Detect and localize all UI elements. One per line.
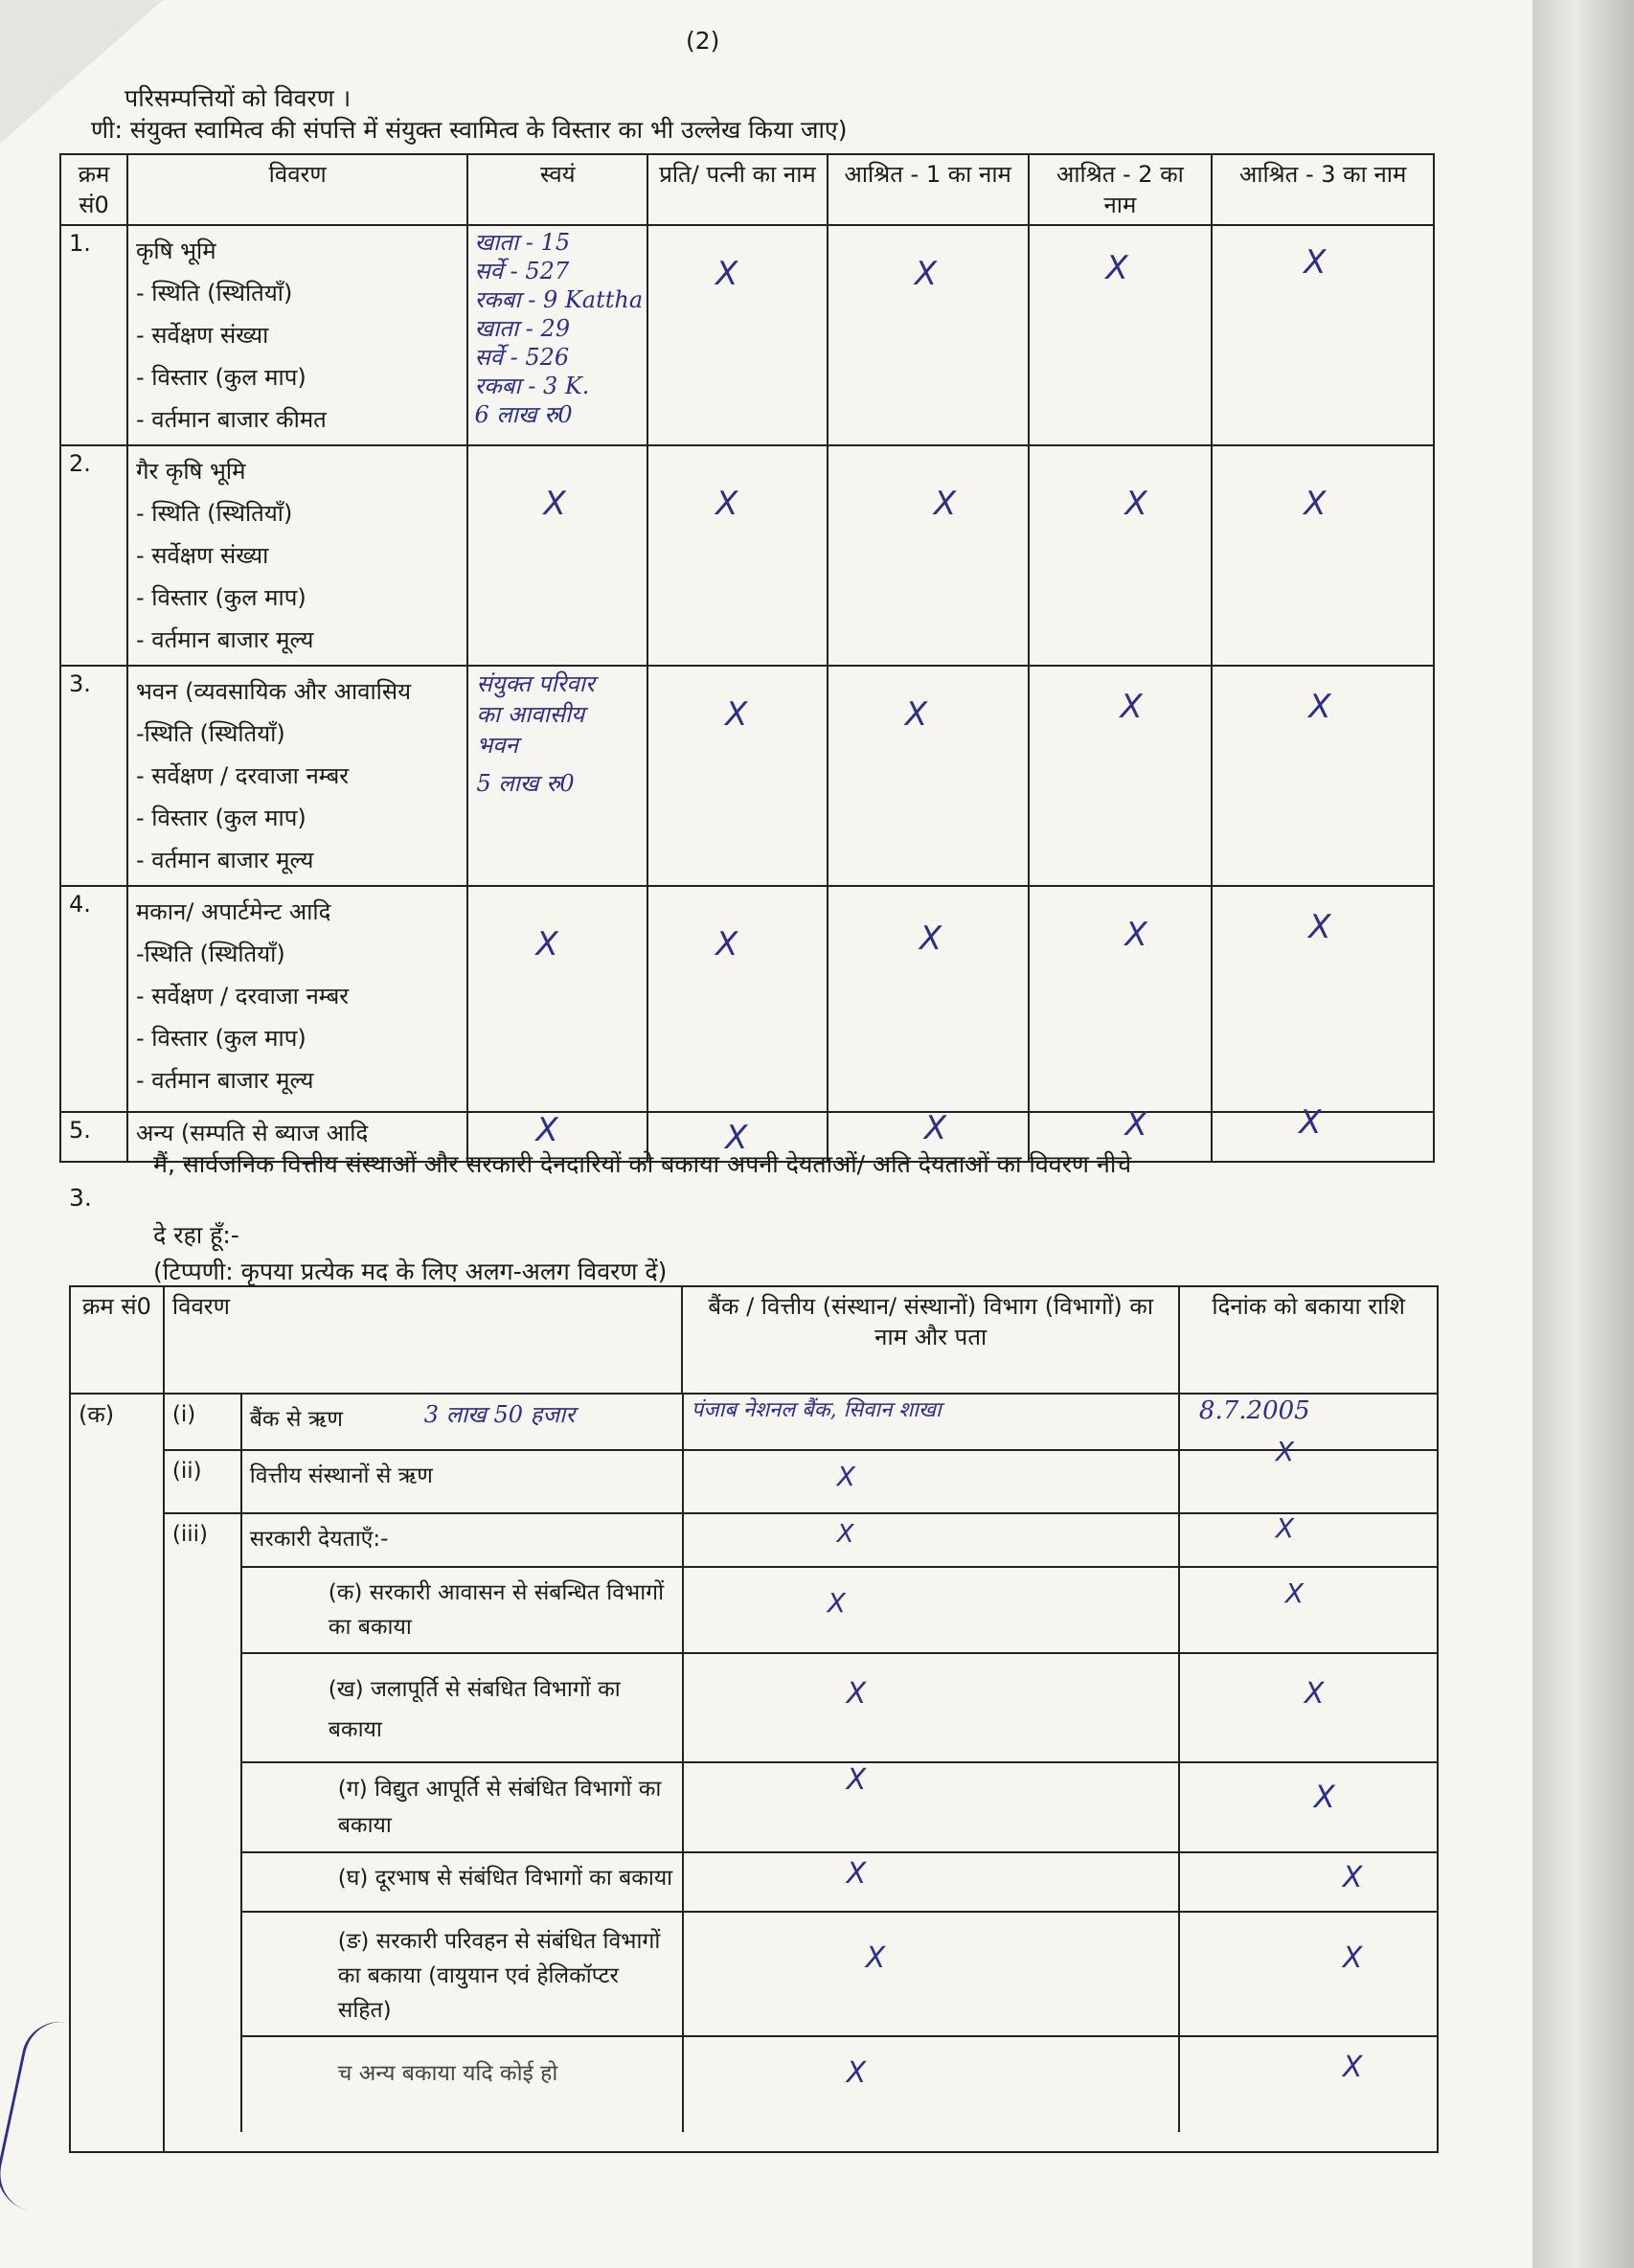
cross-mark: X [827,1587,846,1619]
group-label: (क) [70,1394,164,2152]
section-title: परिसम्पत्तियों को विवरण । [125,84,352,112]
col-serial: क्रम सं0 [60,154,127,225]
table-row [165,1852,1437,1912]
cross-mark: X [1105,249,1128,287]
cross-mark: X [865,1941,886,1975]
liabilities-rows [165,1395,1437,2132]
row-date [1179,1852,1437,1912]
cross-mark: X [1304,485,1327,523]
row-label: च अन्य बकाया यदि कोई हो [241,2036,683,2132]
cross-mark: X [725,695,748,734]
row-date [1179,1653,1437,1762]
cross-mark: X [1299,1103,1322,1142]
assets-table [59,153,1435,1163]
cross-mark: X [1124,1105,1147,1144]
cross-mark: X [715,255,738,293]
row-bank [683,1450,1179,1513]
row-number: 1. [60,225,127,445]
cross-mark: X [923,1109,947,1147]
row-label: (ख) जलापूर्ति से संबधित विभागों का बकाया [241,1653,683,1762]
row-bank [683,1513,1179,1567]
row-label: (क) सरकारी आवासन से संबन्धित विभागों का बकाया [241,1567,683,1653]
cross-mark: X [919,919,942,958]
assets-header-row [60,154,1434,225]
dependent-2-cell [1029,225,1213,445]
cross-mark: X [1308,688,1331,726]
row-date [1179,1762,1437,1852]
cross-mark: X [846,1763,867,1797]
spouse-cell [647,666,828,886]
spouse-cell [647,445,828,666]
dependent-1-cell [828,886,1029,1112]
col-bank: बैंक / वित्तीय (संस्थान/ संस्थानों) विभाग (विभागों) का नाम और पता [682,1286,1179,1394]
cross-mark: X [1308,908,1331,946]
cross-mark: X [725,1119,748,1157]
cross-mark: X [543,485,566,523]
row-label: वित्तीय संस्थानों से ऋण [241,1450,683,1513]
row-sub-number: (iii) [165,1513,241,2132]
row-description: अन्य (सम्पति से ब्याज आदि [127,1112,467,1162]
table-row [165,1567,1437,1653]
dependent-2-cell [1029,886,1213,1112]
table-row [165,2036,1437,2132]
section-3-line-1: मैं, सार्वजनिक वित्तीय संस्थाओं और सरकारी देनदारियों को बकाया अपनी देयताओं/ अति देयताओं का विवरण नीचे [153,1150,1132,1178]
self-value-cell [467,886,647,1112]
dependent-1-cell [828,225,1029,445]
spouse-cell [647,225,828,445]
table-row [165,1513,1437,1567]
joint-ownership-note: णी: संयुक्त स्वामित्व की संपत्ति में संयुक्त स्वामित्व के विस्तार का भी उल्लेख किया जाए) [91,116,848,144]
handwritten-building-details: संयुक्त परिवार का आवासीय भवन 5 लाख रु0 [476,670,595,797]
table-row [60,666,1434,886]
liabilities-body [70,1394,1438,2152]
dependent-3-cell [1212,225,1434,445]
dependent-3-cell [1212,886,1434,1112]
table-row [60,445,1434,666]
self-value-cell [467,666,647,886]
cross-mark: X [1342,1861,1363,1894]
col-spouse: प्रति/ पत्नी का नाम [647,154,828,225]
self-value-cell [467,445,647,666]
section-3-note: (टिप्पणी: कृपया प्रत्येक मद के लिए अलग-अलग विवरण दें) [153,1258,668,1285]
cross-mark: X [1124,916,1147,954]
row-bank [683,1852,1179,1912]
row-date [1179,2036,1437,2132]
table-row [60,225,1434,445]
row-number: 2. [60,445,127,666]
table-row [165,1395,1437,1450]
row-date [1179,1436,1437,1513]
liabilities-header-row [70,1286,1438,1394]
dependent-1-cell [828,666,1029,886]
row-date [1179,1912,1437,2036]
row-bank [683,1762,1179,1852]
row-bank [683,2036,1179,2132]
col-description: विवरण [127,154,467,225]
self-value-cell [467,225,647,445]
page-number: (2) [686,27,720,55]
col-self: स्वयं [467,154,647,225]
col-dependent-2: आश्रित - 2 का नाम [1029,154,1213,225]
cross-mark: X [914,255,938,293]
cross-mark: X [846,2056,867,2090]
col-outstanding: दिनांक को बकाया राशि [1179,1286,1438,1394]
cross-mark: X [1120,688,1143,726]
table-row [165,1762,1437,1852]
row-bank [683,1653,1179,1762]
cross-mark: X [1275,1512,1295,1544]
cross-mark: X [715,925,738,964]
cross-mark: X [1304,243,1327,282]
cross-mark: X [933,485,957,523]
table-row [165,1653,1437,1762]
cross-mark: X [1304,1677,1325,1711]
table-row [165,1450,1437,1513]
row-label: (ङ) सरकारी परिवहन से संबंधित विभागों का बकाया (वायुयान एवं हेलिकॉप्टर सहित) [241,1912,683,2036]
row-description: गैर कृषि भूमि - स्थिति (स्थितियाँ) - सर्वेक्षण संख्या - विस्तार (कुल माप) - वर्तमान बाजार मूल्य [127,445,467,666]
table-row [165,1912,1437,2036]
dependent-2-cell [1029,666,1213,886]
cross-mark: X [715,485,738,523]
row-sub-number: (i) [165,1395,241,1450]
row-date [1179,1567,1437,1653]
page-edge-shadow [1532,0,1634,2268]
row-label: (ग) विद्युत आपूर्ति से संबंधित विभागों का बकाया [241,1762,683,1852]
col-description: विवरण [164,1286,682,1394]
cross-mark: X [535,1111,558,1149]
cross-mark: X [1313,1779,1335,1815]
col-dependent-3: आश्रित - 3 का नाम [1212,154,1434,225]
handwritten-loan-amount: 3 लाख 50 हजार [423,1401,576,1428]
dependent-3-cell [1212,1103,1434,1162]
cross-mark: X [846,1857,867,1891]
handwritten-land-details: खाता - 15 सर्वे - 527 रकबा - 9 Kattha खाता - 29 सर्वे - 526 रकबा - 3 K. 6 लाख रु0 [474,229,644,428]
col-serial: क्रम सं0 [70,1286,164,1394]
row-bank [683,1912,1179,2036]
cross-mark: X [1342,2051,1363,2084]
row-label: सरकारी देयताएँ:- [241,1513,683,1567]
cross-mark: X [535,925,558,964]
row-date [1179,1513,1437,1567]
dependent-2-cell [1029,445,1213,666]
row-label: बैंक से ऋण 3 लाख 50 हजार [241,1395,683,1450]
row-bank [683,1567,1179,1653]
row-description: मकान/ अपार्टमेन्ट आदि -स्थिति (स्थितियाँ) - सर्वेक्षण / दरवाजा नम्बर - विस्तार (कुल माप) - वर्तमान बाजार मूल्य [127,886,467,1112]
dependent-3-cell [1212,666,1434,886]
section-3-line-2: दे रहा हूँ:- [153,1221,239,1249]
cross-mark: X [846,1677,867,1711]
row-bank: पंजाब नेशनल बैंक, सिवान शाखा [683,1395,1179,1450]
row-sub-number: (ii) [165,1450,241,1513]
liabilities-table [69,1285,1439,2153]
table-row [60,886,1434,1112]
cross-mark: X [836,1520,854,1549]
cross-mark: X [836,1461,855,1492]
col-dependent-1: आश्रित - 1 का नाम [828,154,1029,225]
row-number: 3. [60,666,127,886]
cross-mark: X [904,695,928,734]
row-label: (घ) दूरभाष से संबंधित विभागों का बकाया [241,1852,683,1912]
cross-mark: X [1284,1577,1305,1609]
section-3-number: 3. [69,1184,92,1212]
cross-mark: X [1124,485,1147,523]
row-number: 5. [60,1112,127,1162]
row-description: भवन (व्यवसायिक और आवासिय -स्थिति (स्थितियाँ) - सर्वेक्षण / दरवाजा नम्बर - विस्तार (कुल माप) - वर्तमान बाजार मूल्य [127,666,467,886]
spouse-cell [647,886,828,1112]
row-date: 8.7.2005 [1179,1395,1437,1450]
liabilities-inner-cell [164,1394,1438,2152]
row-number: 4. [60,886,127,1112]
cross-mark: X [1275,1436,1295,1467]
dependent-1-cell [828,445,1029,666]
dependent-3-cell [1212,445,1434,666]
row-description: कृषि भूमि - स्थिति (स्थितियाँ) - सर्वेक्षण संख्या - विस्तार (कुल माप) - वर्तमान बाजार कीमत [127,225,467,445]
cross-mark: X [1342,1941,1363,1975]
